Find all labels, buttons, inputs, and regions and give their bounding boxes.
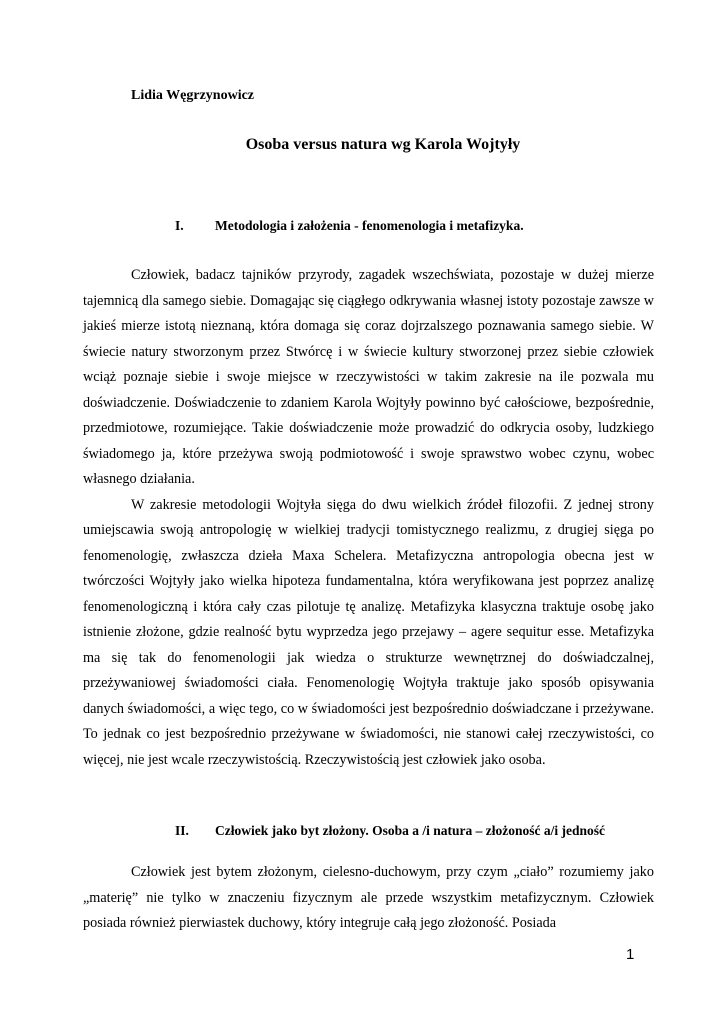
section-heading-text: Człowiek jako byt złożony. Osoba a /i natura – złożoność a/i jedność	[215, 823, 606, 838]
section-heading-2	[175, 823, 605, 839]
page-number: 1	[626, 946, 635, 963]
section-1-body	[83, 263, 654, 773]
author-name: Lidia Węgrzynowicz	[131, 88, 255, 103]
section-heading-1	[175, 218, 524, 234]
section-heading-text: Metodologia i założenia - fenomenologia i metafizyka.	[215, 218, 524, 233]
document-title: Osoba versus natura wg Karola Wojtyły	[245, 136, 521, 153]
paragraph: Człowiek, badacz tajników przyrody, zagadek wszechświata, pozostaje w dużej mierze tajemnicą dla samego siebie. Domagając się ciągłego odkrywania własnej istoty pozostaje zawsze w jakieś mierze istotą nieznaną, która domaga się coraz dojrzalszego poznawania samego siebie. W świecie natury stworzonym przez Stwórcę i w świecie kultury stworzonej przez siebie człowiek wciąż poznaje siebie i swoje miejsce w rzeczywistości w takim zakresie na ile pozwala mu doświadczenie. Doświadczenie to zdaniem Karola Wojtyły powinno być całościowe, bezpośrednie, przedmiotowe, rozumiejące. Takie doświadczenie może prowadzić do odkrycia osoby, ludzkiego świadomego ja, które przeżywa swoją podmiotowość i swoje sprawstwo wobec czynu, wobec własnego działania.	[83, 267, 654, 487]
section-number: II.	[175, 823, 189, 838]
paragraph: W zakresie metodologii Wojtyła sięga do dwu wielkich źródeł filozofii. Z jednej strony umiejscawia swoją antropologię w wielkiej tradycji tomistycznego realizmu, z drugiej sięga po fenomenologię, zwłaszcza dzieła Maxa Schelera. Metafizyczna antropologia obecna jest w twórczości Wojtyły jako wielka hipoteza fundamentalna, która weryfikowana jest poprzez analizę fenomenologiczną i która cały czas pilotuje tę analizę. Metafizyka klasyczna traktuje osobę jako istnienie złożone, gdzie realność bytu wyprzedza jego przejawy – agere sequitur esse. Metafizyka ma się tak do fenomenologii jak wiedza o strukturze wewnętrznej do doświadczalnej, przeżywaniowej świadomości ciała. Fenomenologię Wojtyła traktuje jako sposób opisywania danych świadomości, a więc tego, co w świadomości jest bezpośrednio doświadczane i przeżywane. To jednak co jest bezpośrednio przeżywane w świadomości, nie stanowi całej rzeczywistości, co więcej, nie jest wcale rzeczywistością. Rzeczywistością jest człowiek jako osoba.	[83, 496, 654, 768]
paragraph: Człowiek jest bytem złożonym, cielesno-duchowym, przy czym „ciało” rozumiemy jako „materię” nie tylko w znaczeniu fizycznym ale przede wszystkim metafizycznym. Człowiek posiada również pierwiastek duchowy, który integruje całą jego złożoność. Posiada	[83, 864, 654, 931]
section-number: I.	[175, 218, 184, 233]
section-2-body	[83, 860, 654, 937]
